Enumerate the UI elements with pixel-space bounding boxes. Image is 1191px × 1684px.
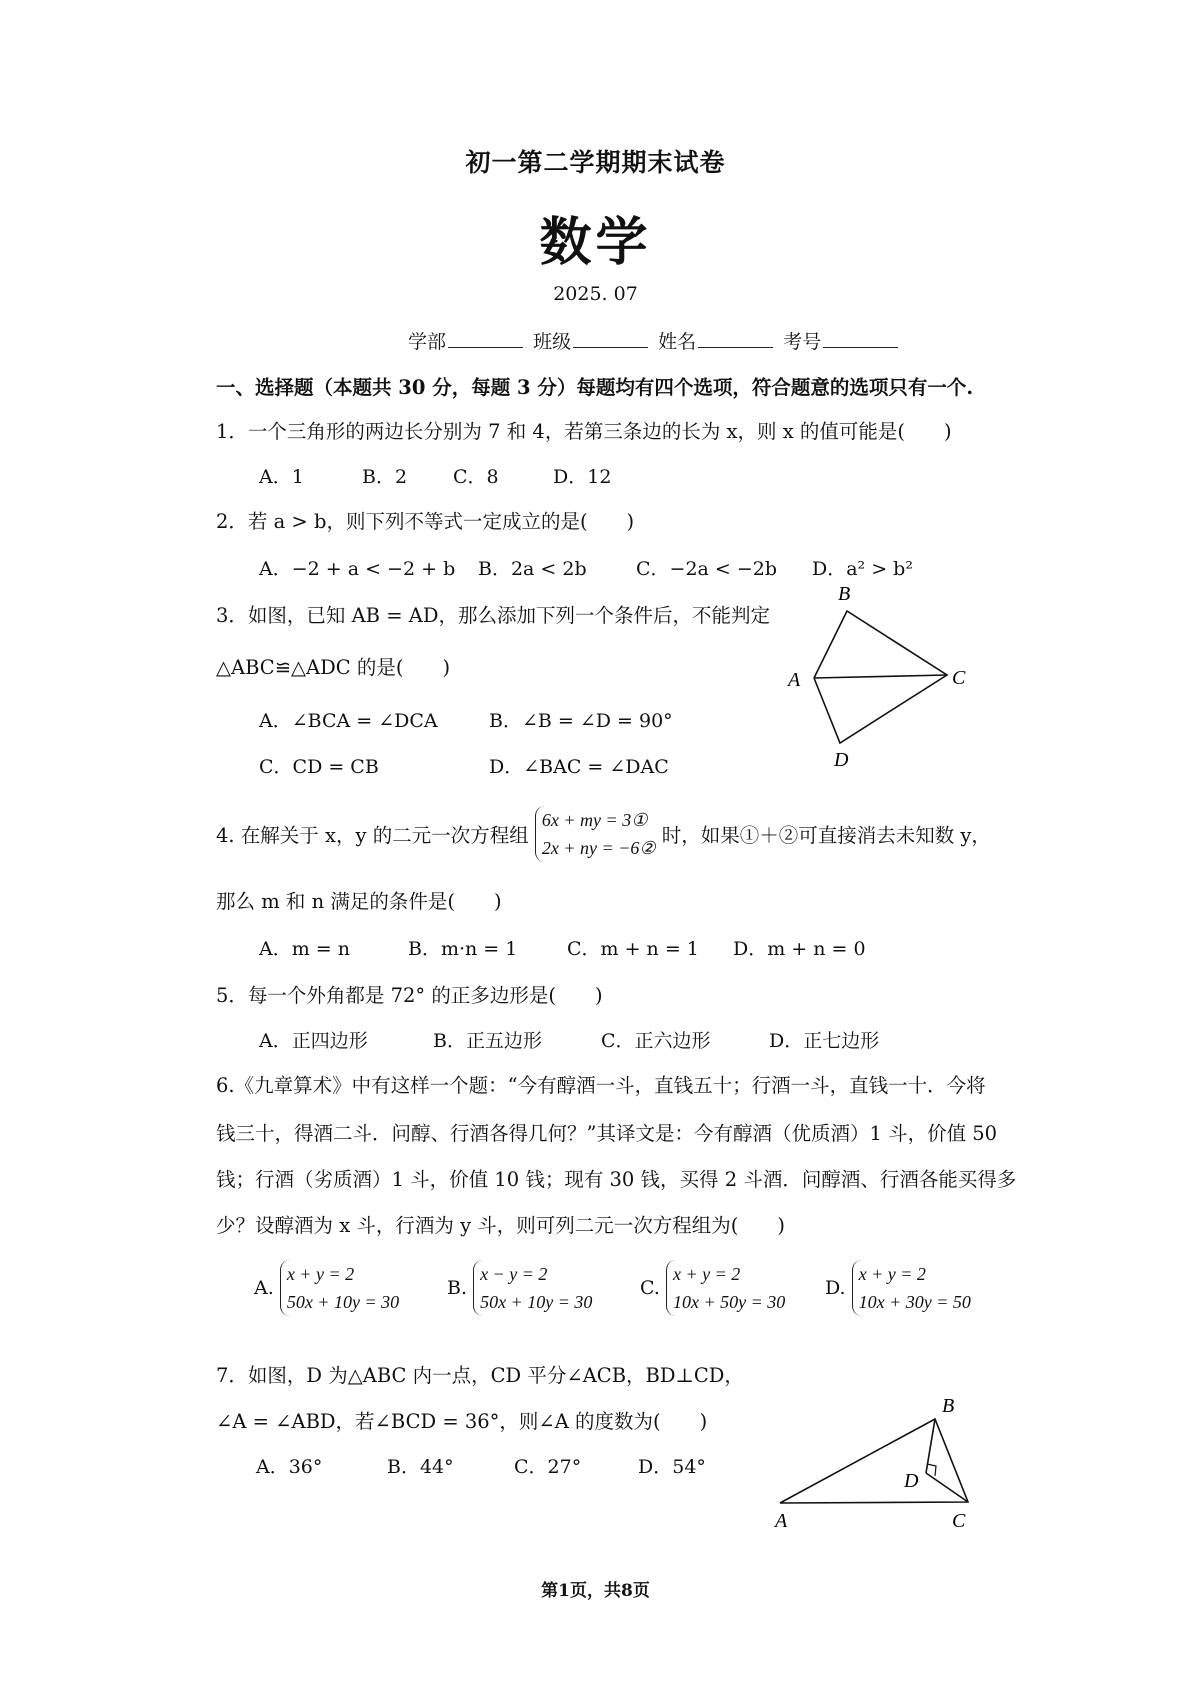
question-6-option-b-label: B.: [447, 1277, 468, 1299]
question-2-option-d[interactable]: D．a² > b²: [812, 558, 913, 580]
exam-title: 数学: [539, 212, 652, 273]
q3-label-d: D: [834, 749, 849, 771]
field-label-exam-number: 考号: [783, 331, 822, 353]
q3-label-c: C: [952, 667, 966, 689]
question-4-option-c[interactable]: C．m + n = 1: [567, 938, 699, 960]
question-1-option-d[interactable]: D．12: [553, 466, 612, 488]
field-label-class: 班级: [533, 331, 572, 353]
question-3-option-a[interactable]: A．∠BCA = ∠DCA: [259, 710, 438, 732]
question-3-option-d[interactable]: D．∠BAC = ∠DAC: [489, 756, 669, 778]
question-1-option-a[interactable]: A．1: [259, 466, 304, 488]
question-6-option-a-label: A.: [254, 1277, 274, 1299]
field-label-department: 学部: [408, 331, 447, 353]
question-6-option-d-eq2: 10x + 30y = 50: [858, 1292, 971, 1312]
question-7-option-d[interactable]: D．54°: [638, 1456, 706, 1478]
question-6-option-d[interactable]: [825, 1260, 971, 1316]
q7-label-b: B: [942, 1395, 955, 1417]
question-5-stem: 5．每一个外角都是 72° 的正多边形是( ): [216, 984, 603, 1007]
question-6-option-c-eq1: x + y = 2: [672, 1264, 741, 1284]
question-5-option-b[interactable]: B．正五边形: [433, 1030, 542, 1052]
question-6-option-a-eq1: x + y = 2: [286, 1264, 355, 1284]
q7-triangle-abc: [780, 1419, 968, 1503]
question-6-option-b-eq2: 50x + 10y = 30: [480, 1292, 593, 1312]
question-6-option-a[interactable]: [254, 1260, 399, 1316]
question-6-line4: 少？设醇酒为 x 斗，行酒为 y 斗，则可列二元一次方程组为( ): [216, 1214, 786, 1237]
question-6-line1: 6.《九章算术》中有这样一个题：“今有醇酒一斗，直钱五十；行酒一斗，直钱一十．今将: [216, 1074, 986, 1097]
question-5-option-d[interactable]: D．正七边形: [769, 1030, 880, 1052]
field-blank-exam-number[interactable]: [823, 329, 898, 348]
question-6-option-b-eq1: x − y = 2: [480, 1264, 548, 1284]
question-6-line2: 钱三十，得酒二斗．问醇、行酒各得几何？”其译文是：今有醇酒（优质酒）1 斗，价值 50: [216, 1122, 998, 1145]
question-6-option-c-label: C.: [640, 1277, 660, 1299]
question-7-option-c[interactable]: C．27°: [514, 1456, 582, 1478]
question-4-stem-line2: 那么 m 和 n 满足的条件是( ): [216, 890, 502, 913]
q3-diagonal-ac: [814, 675, 947, 678]
question-7-option-a[interactable]: A．36°: [256, 1456, 323, 1478]
question-7-option-b[interactable]: B．44°: [387, 1456, 454, 1478]
field-blank-department[interactable]: [448, 329, 523, 348]
page-number: 第1页，共8页: [541, 1581, 650, 1601]
question-3-option-c[interactable]: C．CD = CB: [259, 756, 379, 778]
question-7-stem-line2: ∠A = ∠ABD，若∠BCD = 36°，则∠A 的度数为( ): [216, 1410, 708, 1433]
question-6-option-c[interactable]: [640, 1260, 785, 1316]
question-3-stem-line1: 3．如图，已知 AB = AD，那么添加下列一个条件后，不能判定: [216, 604, 770, 627]
question-4-stem-pre: 4. 在解关于 x，y 的二元一次方程组: [216, 824, 529, 847]
question-3-figure: [780, 585, 980, 775]
question-6-option-d-system: [852, 1260, 971, 1316]
question-4-eq2: 2x + ny = −6②: [541, 838, 656, 858]
section-heading: 一、选择题（本题共 30 分，每题 3 分）每题均有四个选项，符合题意的选项只有一个.: [216, 376, 974, 399]
question-5-option-a[interactable]: A．正四边形: [259, 1030, 368, 1052]
exam-subtitle: 初一第二学期期末试卷: [465, 148, 726, 177]
question-1-option-b[interactable]: B．2: [362, 466, 408, 488]
question-6-line3: 钱；行酒（劣质酒）1 斗，价值 10 钱；现有 30 钱，买得 2 斗酒．问醇酒、行酒各能买得多: [216, 1168, 1017, 1191]
question-7-figure: [770, 1385, 990, 1535]
question-2-option-a[interactable]: A．−2 + a < −2 + b: [259, 558, 456, 580]
question-4-option-a[interactable]: A．m = n: [259, 938, 350, 960]
question-5-option-c[interactable]: C．正六边形: [601, 1030, 711, 1052]
field-blank-class[interactable]: [573, 329, 648, 348]
question-6-option-a-eq2: 50x + 10y = 30: [286, 1292, 400, 1312]
question-3-stem-line2: △ABC≌△ADC 的是( ): [216, 656, 451, 679]
question-6-option-d-label: D.: [825, 1277, 846, 1299]
question-7-stem-line1: 7．如图，D 为△ABC 内一点，CD 平分∠ACB，BD⊥CD，: [216, 1364, 744, 1387]
q3-label-b: B: [838, 585, 851, 605]
exam-date: 2025. 07: [553, 283, 638, 305]
question-6-option-a-system: [280, 1260, 399, 1316]
field-label-name: 姓名: [658, 331, 697, 353]
question-4-option-b[interactable]: B．m·n = 1: [408, 938, 518, 960]
field-blank-name[interactable]: [698, 329, 773, 348]
question-6-option-b-system: [473, 1260, 592, 1316]
question-6-option-c-system: [666, 1260, 785, 1316]
q7-label-c: C: [952, 1510, 966, 1532]
student-info-fields: [408, 327, 902, 354]
question-2-stem: 2．若 a > b，则下列不等式一定成立的是( ): [216, 510, 635, 533]
q7-label-a: A: [775, 1510, 788, 1532]
question-1-option-c[interactable]: C．8: [453, 466, 499, 488]
question-4-eq1: 6x + my = 3①: [541, 810, 648, 830]
q7-label-d: D: [904, 1470, 919, 1492]
question-4-option-d[interactable]: D．m + n = 0: [733, 938, 866, 960]
question-4-stem-line1: [216, 806, 991, 862]
question-2-option-b[interactable]: B．2a < 2b: [478, 558, 587, 580]
question-1-stem: 1．一个三角形的两边长分别为 7 和 4，若第三条边的长为 x，则 x 的值可能是( ): [216, 420, 952, 443]
question-6-option-c-eq2: 10x + 50y = 30: [672, 1292, 786, 1312]
q3-label-a: A: [788, 669, 801, 691]
question-6-option-d-eq1: x + y = 2: [858, 1264, 926, 1284]
question-4-stem-post: 时，如果①＋②可直接消去未知数 y，: [661, 824, 991, 847]
question-4-equation-system: [535, 806, 656, 862]
question-3-option-b[interactable]: B．∠B = ∠D = 90°: [489, 710, 673, 732]
question-2-option-c[interactable]: C．−2a < −2b: [636, 558, 778, 580]
question-6-option-b[interactable]: [447, 1260, 592, 1316]
